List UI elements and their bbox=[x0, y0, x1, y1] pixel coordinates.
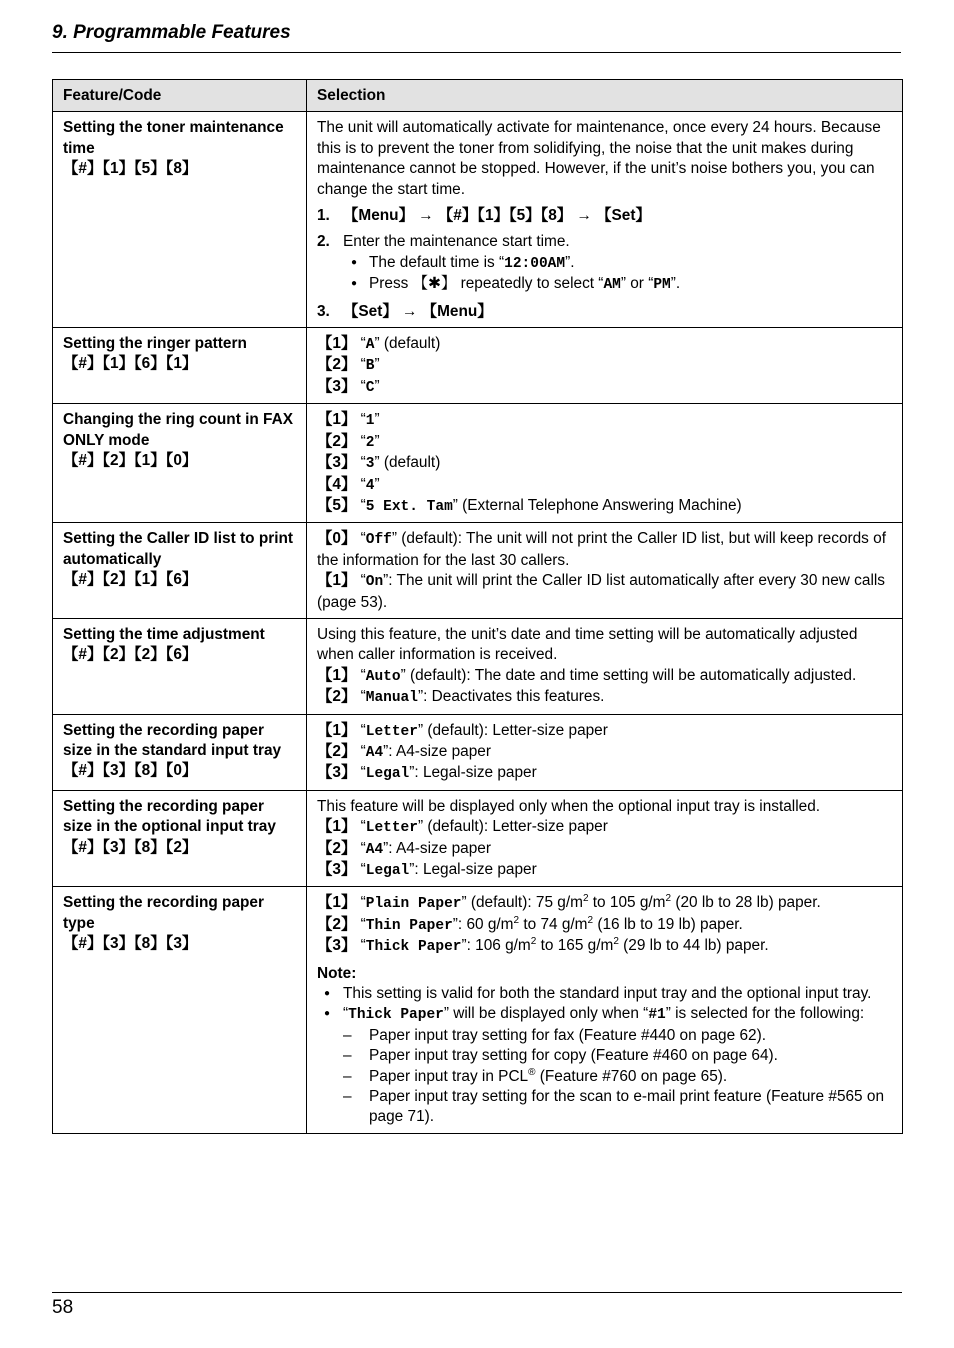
feature-code: 【#】【1】【6】【1】 bbox=[63, 355, 198, 373]
text: (29 lb to 44 lb) paper. bbox=[618, 937, 769, 955]
feature-cell bbox=[53, 618, 307, 714]
text: “ bbox=[356, 742, 366, 760]
superscript: 2 bbox=[613, 936, 619, 948]
option-line bbox=[317, 377, 892, 398]
option-key: 【3】 bbox=[317, 377, 357, 395]
option-key: 【1】 bbox=[317, 411, 357, 429]
option-key: 【1】 bbox=[317, 335, 357, 353]
option-key: 【2】 bbox=[317, 915, 357, 933]
step-1 bbox=[317, 206, 892, 226]
option-key: 【3】 bbox=[317, 764, 357, 782]
feature-cell bbox=[53, 887, 307, 1133]
option-key: 【1】 bbox=[317, 894, 357, 912]
option-line bbox=[317, 860, 892, 881]
feature-name: Setting the time adjustment bbox=[63, 625, 265, 643]
text: “ bbox=[356, 572, 366, 590]
option-line bbox=[317, 763, 892, 784]
text: “ bbox=[356, 839, 366, 857]
feature-code: 【#】【2】【2】【6】 bbox=[63, 646, 198, 664]
feature-name: Setting the ringer pattern bbox=[63, 335, 247, 353]
display-value: Letter bbox=[365, 820, 418, 837]
table-row bbox=[53, 790, 903, 887]
text: “ bbox=[356, 496, 366, 514]
display-value: A4 bbox=[365, 841, 384, 858]
option-line bbox=[317, 432, 892, 453]
selection-cell bbox=[307, 112, 903, 328]
text: ” bbox=[374, 411, 380, 429]
footer-divider bbox=[52, 1292, 902, 1293]
text: “ bbox=[356, 861, 366, 878]
feature-cell bbox=[53, 523, 307, 619]
option-line bbox=[317, 721, 892, 742]
text: Paper input tray in PCL bbox=[369, 1067, 529, 1085]
text: ” (default) bbox=[374, 454, 441, 472]
step-text: 【Set】 → 【Menu】 bbox=[343, 302, 493, 320]
note-bullet: ● This setting is valid for both the standard input tray and the optional input tray. bbox=[317, 984, 892, 1004]
display-value: Thick Paper bbox=[348, 1007, 444, 1024]
note-label: Note: bbox=[317, 964, 357, 982]
display-value: Letter bbox=[365, 723, 418, 740]
text: ” (External Telephone Answering Machine) bbox=[452, 496, 742, 514]
text: ”: A4-size paper bbox=[383, 742, 491, 760]
option-key: 【4】 bbox=[317, 475, 357, 493]
option-line bbox=[317, 839, 892, 860]
option-line bbox=[317, 571, 892, 613]
text: “ bbox=[356, 915, 366, 933]
option-line bbox=[317, 936, 892, 957]
option-key: 【2】 bbox=[317, 742, 357, 760]
option-line bbox=[317, 666, 892, 687]
text: “ bbox=[356, 377, 366, 395]
feature-cell bbox=[53, 328, 307, 404]
option-line bbox=[317, 355, 892, 376]
text: ”: The unit will print the Caller ID list automatically after every 30 new calls (page 53). bbox=[317, 572, 885, 611]
feature-code: 【#】【3】【8】【3】 bbox=[63, 935, 198, 953]
feature-code: 【#】【2】【1】【6】 bbox=[63, 571, 198, 589]
text: “ bbox=[356, 530, 366, 548]
table-row bbox=[53, 714, 903, 790]
text: ”: 106 g/m bbox=[461, 937, 531, 955]
step-number: 2. bbox=[317, 233, 330, 251]
column-header-feature: Feature/Code bbox=[53, 80, 307, 112]
feature-code: 【#】【2】【1】【0】 bbox=[63, 452, 198, 470]
step-number: 3. bbox=[317, 302, 330, 320]
text: “ bbox=[356, 764, 366, 782]
option-key: 【2】 bbox=[317, 688, 357, 706]
text: “ bbox=[356, 356, 366, 374]
text: “ bbox=[356, 721, 366, 739]
display-value: PM bbox=[653, 277, 671, 294]
text: ” is selected for the following: bbox=[665, 1005, 865, 1023]
display-value: 3 bbox=[365, 456, 375, 473]
text: (20 lb to 28 lb) paper. bbox=[671, 894, 821, 912]
step-number: 1. bbox=[317, 207, 330, 225]
selection-cell bbox=[307, 328, 903, 404]
table-header-row bbox=[53, 80, 903, 112]
display-value: 5 Ext. Tam bbox=[365, 498, 453, 515]
feature-cell bbox=[53, 790, 307, 887]
text: ” bbox=[374, 475, 380, 493]
feature-name: Setting the recording paper size in the standard input tray bbox=[63, 721, 282, 759]
text: to 165 g/m bbox=[536, 937, 614, 955]
option-line bbox=[317, 529, 892, 571]
text: “ bbox=[356, 454, 366, 472]
option-line bbox=[317, 742, 892, 763]
text: to 105 g/m bbox=[588, 894, 666, 912]
text: “ bbox=[343, 1005, 349, 1023]
text: ”: Deactivates this features. bbox=[417, 688, 605, 706]
selection-cell bbox=[307, 618, 903, 714]
text: ”: Legal-size paper bbox=[409, 861, 537, 878]
display-value: On bbox=[365, 574, 384, 591]
superscript: 2 bbox=[530, 936, 537, 948]
text: “ bbox=[356, 688, 366, 706]
text: ” bbox=[374, 432, 380, 450]
display-value: Auto bbox=[365, 668, 401, 685]
table-row bbox=[53, 887, 903, 1133]
text: ” (default): Letter-size paper bbox=[417, 721, 608, 739]
bullet-item bbox=[317, 253, 892, 274]
option-line bbox=[317, 915, 892, 936]
option-key: 【1】 bbox=[317, 666, 357, 684]
text: ”: 60 g/m bbox=[452, 915, 514, 933]
text: ”: A4-size paper bbox=[383, 839, 491, 857]
display-value: 1 bbox=[365, 413, 375, 430]
dash-item bbox=[317, 1067, 892, 1087]
superscript: 2 bbox=[582, 893, 589, 905]
text: “ bbox=[356, 432, 366, 450]
feature-name: Changing the ring count in FAX ONLY mode bbox=[63, 411, 293, 449]
option-line bbox=[317, 453, 892, 474]
option-key: 【5】 bbox=[317, 496, 357, 514]
display-value: Legal bbox=[365, 766, 410, 783]
feature-code: 【#】【1】【5】【8】 bbox=[63, 160, 198, 178]
option-key: 【1】 bbox=[317, 721, 357, 739]
text: ” (default): 75 g/m bbox=[461, 894, 583, 912]
feature-code: 【#】【3】【8】【2】 bbox=[63, 838, 198, 856]
selection-intro: Using this feature, the unit’s date and time setting will be automatically adjusted when caller information is received. bbox=[317, 625, 858, 664]
superscript: 2 bbox=[587, 914, 594, 926]
page-header bbox=[52, 20, 902, 46]
table-row bbox=[53, 618, 903, 714]
superscript: 2 bbox=[513, 914, 520, 926]
selection-cell bbox=[307, 523, 903, 619]
feature-name: Setting the recording paper size in the optional input tray bbox=[63, 797, 276, 836]
display-value: #1 bbox=[648, 1007, 666, 1024]
option-key: 【2】 bbox=[317, 356, 357, 374]
selection-cell bbox=[307, 714, 903, 790]
text: “ bbox=[356, 937, 366, 955]
option-line bbox=[317, 496, 892, 517]
dash-item: – Paper input tray setting for the scan to e-mail print feature (Feature #565 on page 71). bbox=[317, 1087, 892, 1128]
feature-cell bbox=[53, 404, 307, 523]
option-key: 【3】 bbox=[317, 861, 357, 878]
option-line bbox=[317, 893, 892, 914]
text: “ bbox=[356, 894, 366, 912]
feature-cell bbox=[53, 714, 307, 790]
dash-item: – Paper input tray setting for fax (Feature #440 on page 62). bbox=[317, 1026, 892, 1046]
superscript: 2 bbox=[665, 893, 672, 905]
display-value: Off bbox=[365, 532, 392, 549]
option-key: 【2】 bbox=[317, 432, 357, 450]
option-key: 【2】 bbox=[317, 839, 357, 857]
display-value: 4 bbox=[365, 477, 375, 494]
feature-name: Setting the Caller ID list to print automatically bbox=[63, 530, 294, 568]
option-key: 【0】 bbox=[317, 530, 357, 548]
text: “ bbox=[356, 666, 366, 684]
option-line bbox=[317, 475, 892, 496]
text: ” (default) bbox=[374, 335, 441, 353]
option-key: 【3】 bbox=[317, 454, 357, 472]
table-row bbox=[53, 112, 903, 328]
display-value: Manual bbox=[365, 690, 418, 707]
display-value: 2 bbox=[365, 434, 375, 451]
text: The default time is “ bbox=[369, 253, 505, 271]
text: “ bbox=[356, 411, 366, 429]
text: ” (default): The unit will not print the Caller ID list, but will keep records of the information for the last 30 callers. bbox=[317, 530, 886, 569]
selection-cell bbox=[307, 404, 903, 523]
option-key: 【1】 bbox=[317, 818, 357, 836]
display-value: 12:00AM bbox=[504, 255, 566, 272]
text: Press 【✱】 repeatedly to select “ bbox=[369, 275, 604, 293]
display-value: Thin Paper bbox=[365, 917, 453, 934]
text: ” or “ bbox=[620, 275, 654, 293]
text: “ bbox=[356, 818, 366, 836]
text: ” bbox=[374, 356, 380, 374]
text: (Feature #760 on page 65). bbox=[535, 1067, 728, 1085]
bullet-item bbox=[317, 274, 892, 295]
text: ” bbox=[374, 377, 380, 395]
table-row bbox=[53, 523, 903, 619]
note-bullet bbox=[317, 1004, 892, 1025]
feature-cell bbox=[53, 112, 307, 328]
display-value: Plain Paper bbox=[365, 896, 462, 913]
step-text: Enter the maintenance start time. bbox=[343, 233, 570, 251]
text: to 74 g/m bbox=[519, 915, 588, 933]
display-value: C bbox=[365, 379, 375, 396]
option-line bbox=[317, 687, 892, 708]
features-table bbox=[52, 79, 903, 1134]
selection-intro: The unit will automatically activate for maintenance, once every 24 hours. Because this is to prevent the toner from solidifying, the noise that the unit makes during maintenance cannot be stopped. However, if the unit’s noise bothers you, you can change the start time. bbox=[317, 119, 881, 198]
display-value: A4 bbox=[365, 744, 384, 761]
column-header-selection: Selection bbox=[307, 80, 903, 112]
dash-item: – Paper input tray setting for copy (Feature #460 on page 64). bbox=[317, 1046, 892, 1066]
display-value: AM bbox=[603, 277, 621, 294]
step-text: 【Menu】 → 【#】【1】【5】【8】 → 【Set】 bbox=[343, 207, 651, 225]
option-key: 【1】 bbox=[317, 572, 357, 590]
text: ” will be displayed only when “ bbox=[443, 1005, 649, 1023]
text: ” (default): The date and time setting will be automatically adjusted. bbox=[400, 666, 857, 684]
option-line bbox=[317, 410, 892, 431]
step-3 bbox=[317, 302, 892, 322]
option-line bbox=[317, 817, 892, 838]
option-line bbox=[317, 334, 892, 355]
text: (16 lb to 19 lb) paper. bbox=[593, 915, 743, 933]
selection-cell bbox=[307, 790, 903, 887]
selection-cell bbox=[307, 887, 903, 1133]
display-value: Legal bbox=[365, 863, 410, 879]
text: “ bbox=[356, 475, 366, 493]
option-key: 【3】 bbox=[317, 937, 357, 955]
header-divider bbox=[52, 52, 901, 53]
feature-name: Setting the recording paper type bbox=[63, 894, 264, 932]
table-row bbox=[53, 328, 903, 404]
selection-intro: This feature will be displayed only when the optional input tray is installed. bbox=[317, 797, 821, 815]
text: ”: Legal-size paper bbox=[409, 764, 537, 782]
text: ”. bbox=[565, 253, 575, 271]
step-2 bbox=[317, 232, 892, 252]
section-title: 9. Programmable Features bbox=[52, 22, 291, 43]
text: ” (default): Letter-size paper bbox=[417, 818, 608, 836]
display-value: A bbox=[365, 337, 375, 354]
display-value: B bbox=[365, 358, 375, 375]
feature-name: Setting the toner maintenance time bbox=[63, 119, 284, 157]
table-row bbox=[53, 404, 903, 523]
page-number: 58 bbox=[52, 1297, 74, 1318]
display-value: Thick Paper bbox=[365, 939, 462, 956]
text: “ bbox=[356, 335, 366, 353]
feature-code: 【#】【3】【8】【0】 bbox=[63, 762, 198, 780]
text: ”. bbox=[670, 275, 681, 293]
registered-mark: ® bbox=[528, 1066, 536, 1078]
